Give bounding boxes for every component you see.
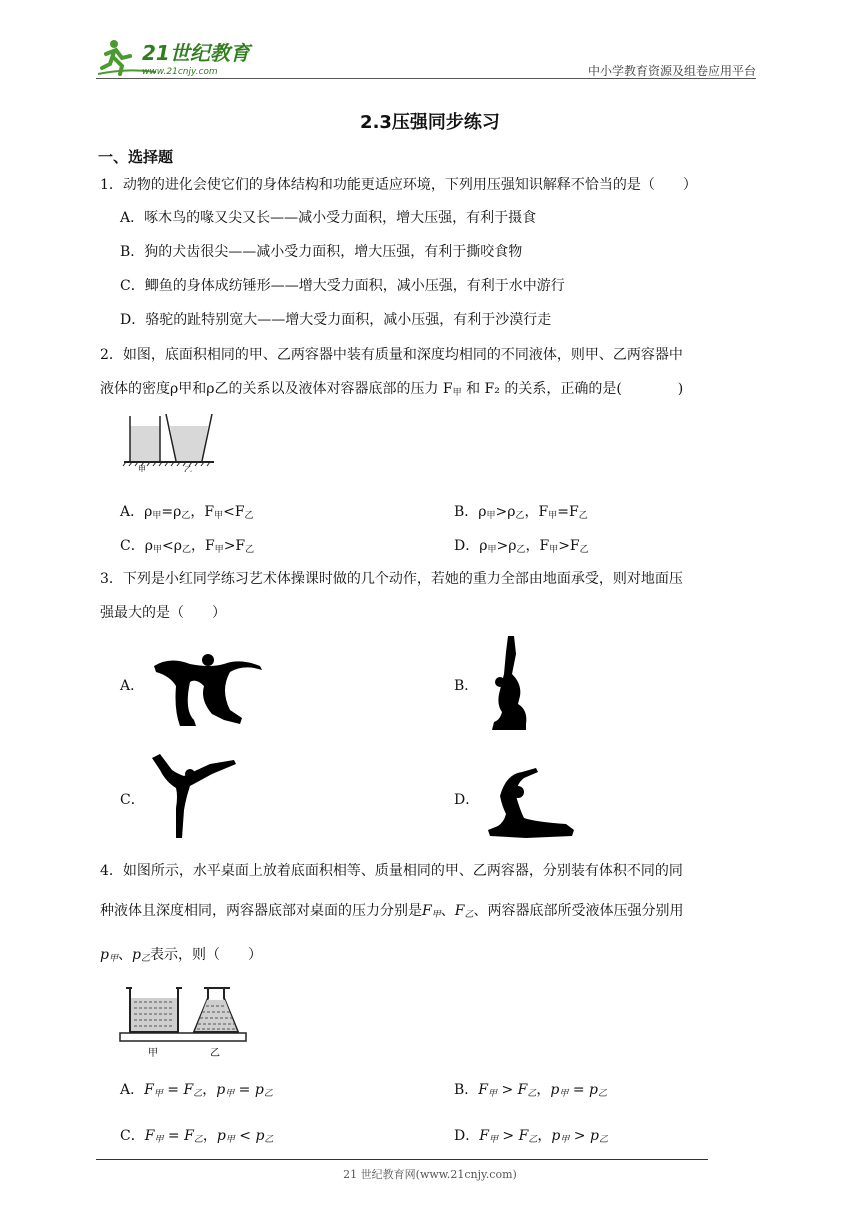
gymnast-pose-c-image xyxy=(150,752,240,846)
figure-label-jia: 甲 xyxy=(138,465,146,472)
question-2-stem-line2: 液体的密度ρ甲和ρ乙的关系以及液体对容器底部的压力 $F_甲$ 和 F₂ 的关系，正确的是( ) xyxy=(100,381,684,398)
question-2-option-b: B．$\rho_甲>\rho_乙$，$F_甲=F_乙$ xyxy=(454,504,588,521)
figure-label-jia: 甲 xyxy=(148,1048,158,1059)
question-4-stem-line1: 4．如图所示，水平桌面上放着底面积相等、质量相同的甲、乙两容器，分别装有体积不同的同 xyxy=(100,863,683,879)
question-4-stem-line3: $p_甲$、$p_乙$表示，则（ ） xyxy=(100,947,262,964)
gymnast-pose-b-image xyxy=(486,634,536,738)
question-3-option-b-label: B． xyxy=(454,678,479,694)
logo-url-text: www.21cnjy.com xyxy=(142,67,218,77)
question-2-stem-line1: 2．如图，底面积相同的甲、乙两容器中装有质量和深度均相同的不同液体，则甲、乙两容器中 xyxy=(100,347,683,363)
question-2-option-d: D．$\rho_甲>\rho_乙$，$F_甲>F_乙$ xyxy=(454,538,589,555)
figure-label-yi: 乙 xyxy=(210,1048,220,1059)
question-4-option-c: C．$F_甲 = F_乙$，$p_甲 < p_乙$ xyxy=(120,1128,274,1145)
logo-main-text: 21世纪教育 xyxy=(142,41,250,65)
question-3-option-a-label: A． xyxy=(120,678,145,694)
question-4-option-b: B．$F_甲 > F_乙$，$p_甲 = p_乙$ xyxy=(454,1082,608,1099)
section-heading: 一、选择题 xyxy=(98,148,174,166)
question-1-option-a: A．啄木鸟的喙又尖又长——减小受力面积，增大压强，有利于摄食 xyxy=(120,210,537,226)
site-logo xyxy=(96,34,256,80)
header-divider xyxy=(96,78,756,79)
runner-logo-icon xyxy=(96,34,256,80)
question-2-option-a: A．$\rho_甲=\rho_乙$，$F_甲<F_乙$ xyxy=(120,504,254,521)
site-name: 中小学教育资源及组卷应用平台 xyxy=(587,64,756,78)
question-4-figure xyxy=(118,984,248,1064)
gymnast-pose-a-image xyxy=(150,650,270,734)
question-1-option-b: B．狗的犬齿很尖——减小受力面积，增大压强，有利于撕咬食物 xyxy=(120,244,523,260)
gymnast-pose-d-image xyxy=(486,766,578,846)
footer-site-link: 21 世纪教育网(www.21cnjy.com) xyxy=(343,1168,517,1181)
question-3-option-c-label: C． xyxy=(120,792,145,808)
question-4-option-a: A．$F_甲 = F_乙$，$p_甲 = p_乙$ xyxy=(120,1082,273,1099)
question-1-stem: 1．动物的进化会使它们的身体结构和功能更适应环境，下列用压强知识解释不恰当的是（ ） xyxy=(100,177,697,193)
question-3-stem-line2: 强最大的是（ ） xyxy=(100,605,226,621)
question-2-figure xyxy=(122,412,216,476)
question-4-stem-line2: 种液体且深度相同，两容器底部对桌面的压力分别是$F_甲$、$F_乙$、两容器底部所受液体压强分别用 xyxy=(100,903,684,920)
document-title: 2.3压强同步练习 xyxy=(360,112,500,133)
question-1-option-d: D．骆驼的趾特别宽大——增大受力面积，减小压强，有利于沙漠行走 xyxy=(120,312,552,328)
question-4-option-d: D．$F_甲 > F_乙$，$p_甲 > p_乙$ xyxy=(454,1128,608,1145)
question-1-option-c: C．鲫鱼的身体成纺锤形——增大受力面积，减小压强，有利于水中游行 xyxy=(120,278,565,294)
question-3-stem-line1: 3．下列是小红同学练习艺术体操课时做的几个动作，若她的重力全部由地面承受，则对地面压 xyxy=(100,571,683,587)
figure-label-yi: 乙 xyxy=(184,465,192,472)
question-3-option-d-label: D． xyxy=(454,792,480,808)
question-2-option-c: C．$\rho_甲<\rho_乙$，$F_甲>F_乙$ xyxy=(120,538,255,555)
footer-divider xyxy=(96,1159,708,1160)
